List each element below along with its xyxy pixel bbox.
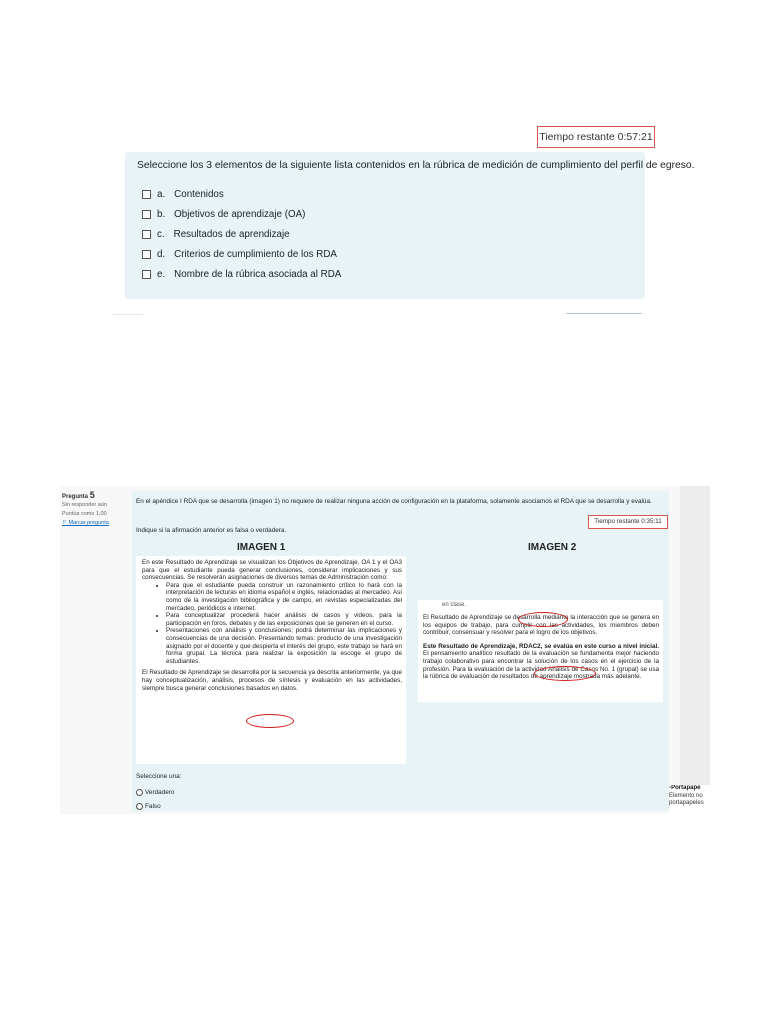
- red-circle-annotation: [534, 666, 596, 681]
- checkbox[interactable]: [142, 190, 151, 199]
- quiz-screenshot-1: [113, 118, 695, 318]
- flag-label: Marcar pregunta: [68, 520, 109, 526]
- checkbox[interactable]: [142, 270, 151, 279]
- question-prompt: Seleccione los 3 elementos de la siguiente lista contenidos en la rúbrica de medición de cumplimiento del perfil de egreso.: [137, 160, 695, 171]
- image-1: [136, 556, 406, 764]
- option-label: Contenidos: [174, 189, 224, 200]
- option-c[interactable]: [142, 229, 290, 240]
- question-statement: En el apéndice I RDA que se desarrolla (imagen 1) no requiere de realizar ninguna acción de configuración en la plataforma, solamente asociamos el RDA que se desarrolla y evalúa.: [136, 498, 652, 505]
- image-1-intro: En este Resultado de Aprendizaje se visualizan los Objetivos de Aprendizaje, OA 1 y el OA3 para que el estudiante pueda generar conclusiones, considerar implicaciones y sus consecuencias. Se resolverán asignaciones de diversos temas de Administración como:: [142, 559, 402, 582]
- divider: [113, 314, 143, 315]
- image-1-title: IMAGEN 1: [237, 542, 286, 553]
- option-letter: d.: [157, 249, 166, 260]
- option-label: Nombre de la rúbrica asociada al RDA: [174, 269, 342, 280]
- option-letter: a.: [157, 189, 166, 200]
- radio-button[interactable]: [136, 803, 143, 810]
- option-verdadero[interactable]: [136, 789, 175, 796]
- question-score: Puntúa como 1,00: [62, 511, 107, 517]
- clipboard-title-text: Portapape: [671, 785, 701, 791]
- select-one-label: Seleccione una:: [136, 773, 182, 780]
- question-content: [132, 491, 672, 811]
- option-letter: b.: [157, 209, 166, 220]
- option-e[interactable]: [142, 269, 341, 280]
- red-circle-annotation: [246, 714, 294, 728]
- flag-question-link[interactable]: [62, 520, 122, 526]
- clipboard-panel: [669, 785, 710, 814]
- option-letter: e.: [157, 269, 166, 280]
- option-label: Objetivos de aprendizaje (OA): [174, 209, 306, 220]
- checkbox[interactable]: [142, 230, 151, 239]
- bullet-item: • Para conceptualizar procederá hacer análisis de casos y videos, para la participación en foros, debates y de las exposiciones que se generen en el curso.: [166, 612, 402, 627]
- radio-button[interactable]: [136, 789, 143, 796]
- quiz-screenshot-2: [60, 486, 710, 814]
- clipboard-text: portapapeles: [669, 800, 704, 806]
- option-falso[interactable]: [136, 803, 161, 810]
- image-2-para2-text: El pensamiento analítico resultado de la evaluación se fundamenta mejor haciendo trabajo colaborativo para encontrar la solución de los casos en el ejercicio de la profesión. Para la evaluación de la actividad Análisis de Casos No. 1 (grupal) se usa la rúbrica de evaluación de resultados de aprendizaje mostrada más adelante.: [423, 650, 659, 681]
- flag-icon: ⚐: [62, 520, 67, 526]
- option-label: Falso: [145, 803, 161, 810]
- question-num: 5: [89, 490, 95, 500]
- image-2: [418, 600, 663, 702]
- option-a[interactable]: [142, 189, 224, 200]
- option-b[interactable]: [142, 209, 305, 220]
- bullet-item: • Para que el estudiante pueda construir un razonamiento crítico lo hará con la interpretación de lecturas en idioma español e inglés, relacionadas al mercadeo. Así como de la investigación bibliográfica y de campo, en revistas especializadas del mercadeo, periódicos e internet.: [166, 582, 402, 612]
- image-1-bullets: [142, 582, 402, 666]
- clipboard-icon: ▫: [669, 785, 672, 791]
- time-remaining-badge: Tiempo restante 0:57:21: [537, 126, 655, 148]
- option-label: Criterios de cumplimiento de los RDA: [174, 249, 337, 260]
- bullet-item: • Presentaciones con análisis y conclusiones; podrá determinar las implicaciones y consecuencias de una decisión. Presentando temas: producto de una investigación asignado por el docente y que despierta el interés del grupo, este trabajo se hará en forma grupal. La técnica para realizar la exposición la escoge el grupo de estudiantes.: [166, 627, 402, 665]
- image-2-title: IMAGEN 2: [528, 542, 577, 553]
- red-circle-annotation: [518, 612, 568, 627]
- option-letter: c.: [157, 229, 165, 240]
- divider: [566, 313, 642, 314]
- clipboard-text: Elemento no: [669, 792, 703, 799]
- image-1-text: [142, 559, 402, 692]
- checkbox[interactable]: [142, 250, 151, 259]
- question-label: Pregunta: [62, 494, 89, 500]
- option-label: Verdadero: [145, 789, 175, 796]
- image-2-para1: El Resultado de Aprendizaje se desarrolla mediante la interacción que se genera en los equipos de trabajo, para cumplir con las actividades, los miembros deben contribuir, consensuar y resolver para el logro de los objetivos.: [423, 614, 659, 637]
- question-instruction: Indique si la afirmación anterior es falsa o verdadera.: [136, 527, 287, 534]
- image-2-para2-bold: Este Resultado de Aprendizaje, RDAC2, se evalúa en este curso a nivel inicial.: [423, 642, 659, 650]
- question-status: Sin responder aún: [62, 502, 107, 508]
- option-d[interactable]: [142, 249, 337, 260]
- question-number: [62, 490, 122, 500]
- image-1-closing: El Resultado de Aprendizaje se desarrolla por la secuencia ya descrita anteriormente, ya que hay conceptualización, análisis, procesos de síntesis y evaluación en las actividades, siempre busca generar conclusiones basados en datos.: [142, 669, 402, 692]
- page-margin: [680, 486, 710, 785]
- image-2-fragment: en clase.: [442, 602, 467, 608]
- clipboard-title: [669, 785, 710, 793]
- question-info-sidebar: [62, 490, 122, 526]
- checkbox[interactable]: [142, 210, 151, 219]
- question-panel: [125, 152, 695, 299]
- time-remaining-badge: Tiempo restante 0:35:11: [588, 515, 668, 529]
- option-label: Resultados de aprendizaje: [173, 229, 290, 240]
